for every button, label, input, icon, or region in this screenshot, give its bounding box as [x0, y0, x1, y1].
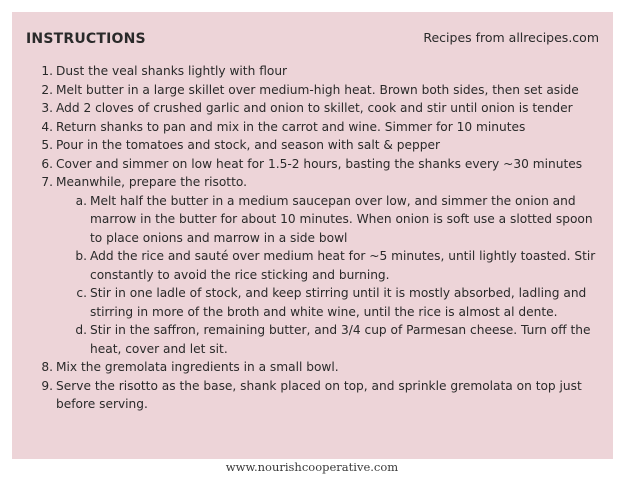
step-number: 7.	[41, 175, 53, 189]
step-2	[26, 81, 601, 100]
step-text: Return shanks to pan and mix in the carrot and wine. Simmer for 10 minutes	[56, 119, 526, 134]
step-text: Add 2 cloves of crushed garlic and onion to skillet, cook and stir until onion is tender	[56, 101, 573, 115]
step-number: 1.	[41, 64, 53, 78]
substep-text: Add the rice and sauté over medium heat for ~5 minutes, until lightly toasted. Stir constantly to avoid the rice sticking and burning.	[90, 249, 596, 282]
substep-a	[26, 192, 601, 248]
substep-letter: b.	[75, 249, 87, 263]
substep-letter: c.	[76, 286, 87, 300]
step-7	[26, 173, 601, 192]
step-number: 2.	[41, 82, 53, 97]
substep-text: Stir in the saffron, remaining butter, and 3/4 cup of Parmesan cheese. Turn off the heat, cover and let sit.	[90, 323, 591, 356]
step-number: 8.	[41, 360, 53, 374]
step-text: Melt butter in a large skillet over medium-high heat. Brown both sides, then set aside	[56, 82, 579, 97]
substep-letter: d.	[75, 323, 87, 337]
step-text: Mix the gremolata ingredients in a small bowl.	[56, 360, 339, 374]
step-text: Dust the veal shanks lightly with flour	[56, 64, 288, 78]
step-8	[26, 358, 601, 377]
step-text: Meanwhile, prepare the risotto.	[56, 175, 247, 189]
substep-letter: a.	[75, 193, 87, 208]
step-number: 4.	[41, 119, 53, 134]
substep-text: Stir in one ladle of stock, and keep stirring until it is mostly absorbed, ladling and stirring in more of the broth and white wine, until the rice is almost al dente.	[90, 286, 587, 319]
step-9	[26, 377, 601, 414]
substep-text: Melt half the butter in a medium saucepan over low, and simmer the onion and marrow in the butter for about 10 minutes. When onion is soft use a slotted spoon to place onions and marrow in a side bowl	[90, 193, 593, 245]
step-number: 9.	[41, 378, 53, 393]
step-1	[26, 62, 601, 81]
step-number: 6.	[41, 156, 53, 171]
substep-c	[26, 284, 601, 321]
website-footer: www.nourishcooperative.com	[225, 460, 399, 474]
substep-b	[26, 247, 601, 284]
step-text: Pour in the tomatoes and stock, and season with salt & pepper	[56, 138, 440, 152]
step-4	[26, 118, 601, 137]
instructions-card	[12, 12, 613, 459]
step-number: 3.	[41, 101, 53, 115]
step-5	[26, 136, 601, 155]
instructions-list	[26, 62, 601, 414]
step-text: Cover and simmer on low heat for 1.5-2 hours, basting the shanks every ~30 minutes	[56, 156, 583, 171]
step-6	[26, 155, 601, 174]
step-text: Serve the risotto as the base, shank placed on top, and sprinkle gremolata on top just before serving.	[56, 378, 582, 411]
step-3	[26, 99, 601, 118]
substep-d	[26, 321, 601, 358]
recipe-source: Recipes from allrecipes.com	[423, 30, 599, 45]
instructions-title: INSTRUCTIONS	[26, 31, 146, 47]
step-number: 5.	[41, 138, 53, 152]
